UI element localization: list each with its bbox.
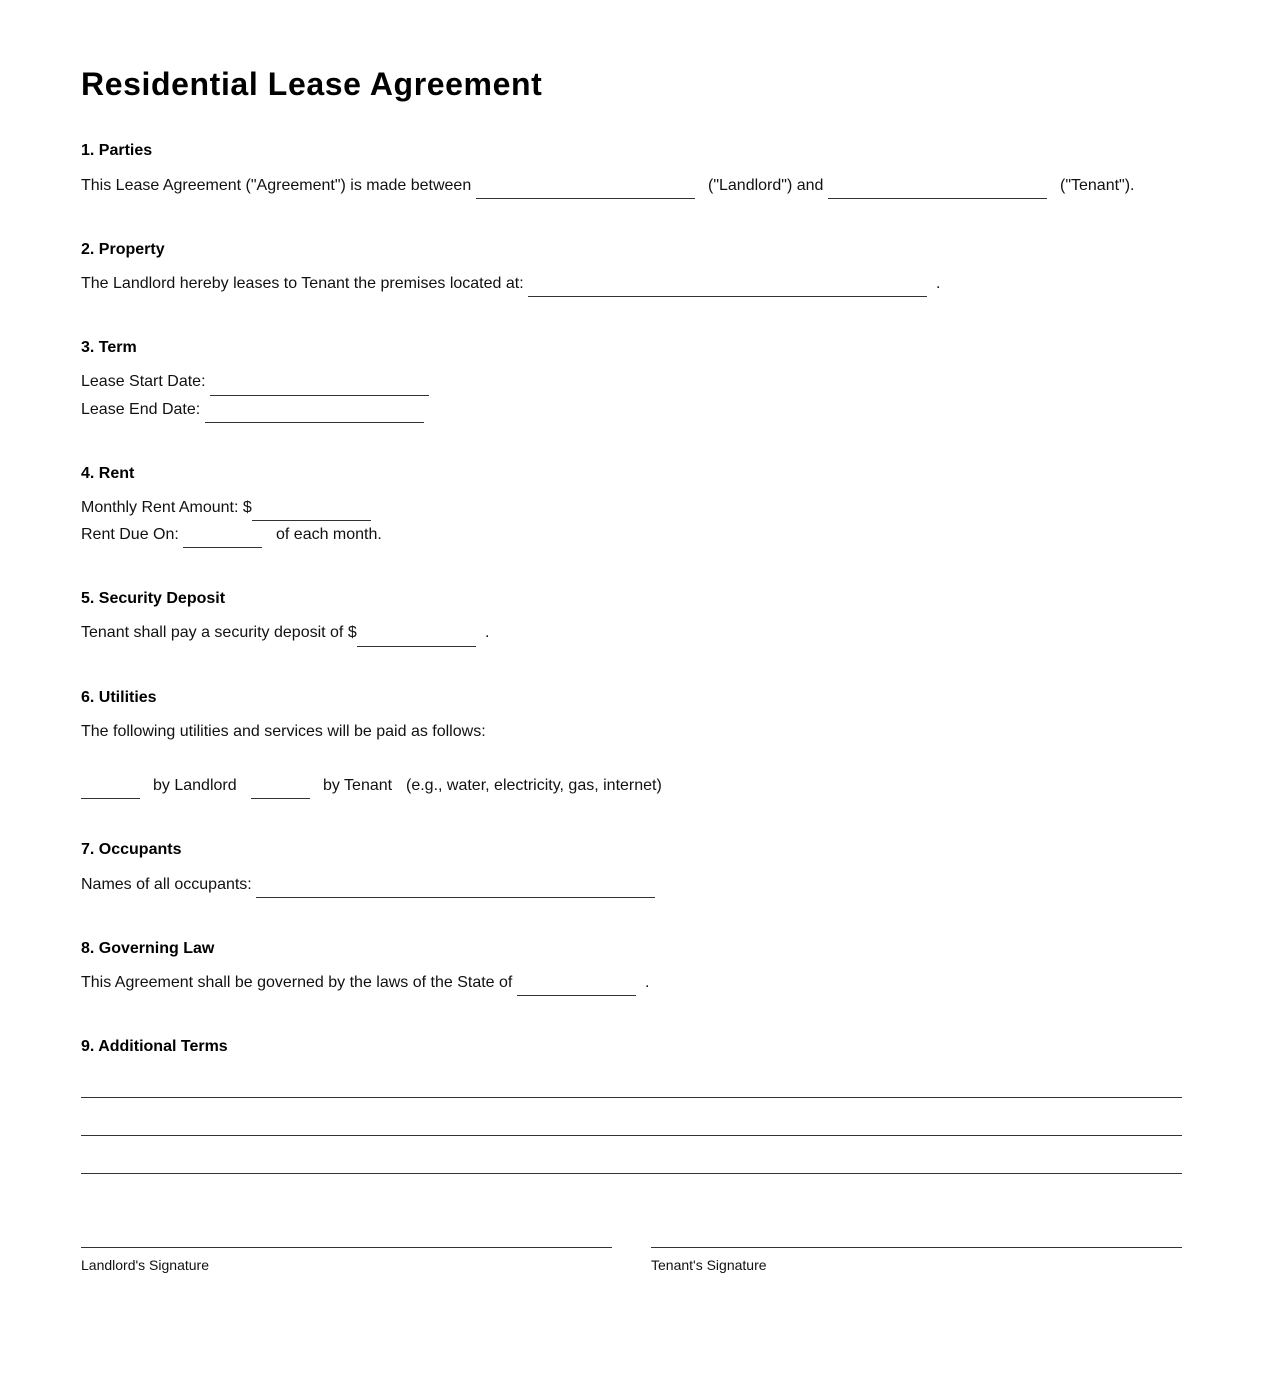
section-heading-additional-terms: 9. Additional Terms (81, 1038, 228, 1055)
utilities-intro-text: The following utilities and services will be paid as follows: (81, 723, 486, 740)
landlord-signature-label: Landlord's Signature (81, 1257, 209, 1273)
security-deposit-text-after: . (485, 624, 490, 641)
section-heading-utilities: 6. Utilities (81, 689, 157, 706)
landlord-name-field[interactable] (476, 178, 695, 199)
tenant-signature-field[interactable] (651, 1230, 1182, 1248)
section-heading-parties: 1. Parties (81, 142, 153, 159)
rent-due-label: Rent Due On: (81, 526, 179, 543)
section-heading-occupants: 7. Occupants (81, 841, 182, 858)
utilities-tenant-field[interactable] (251, 778, 310, 799)
tenant-name-field[interactable] (828, 178, 1047, 199)
governing-law-clause (81, 973, 781, 993)
parties-text-after: ("Tenant"). (1060, 177, 1135, 194)
lease-start-date-field[interactable] (210, 375, 429, 396)
section-heading-term: 3. Term (81, 339, 137, 356)
rent-amount-row (81, 498, 581, 518)
security-deposit-amount-field[interactable] (357, 626, 476, 647)
utilities-allocation-row (81, 776, 781, 796)
additional-terms-line-2[interactable] (81, 1116, 1182, 1136)
section-heading-security-deposit: 5. Security Deposit (81, 590, 226, 607)
section-heading-rent: 4. Rent (81, 465, 135, 482)
section-heading-property: 2. Property (81, 241, 165, 258)
utilities-landlord-field[interactable] (81, 778, 140, 799)
additional-terms-line-3[interactable] (81, 1154, 1182, 1174)
lease-end-row (81, 400, 581, 420)
utilities-examples: (e.g., water, electricity, gas, internet) (406, 777, 662, 794)
parties-text-middle: ("Landlord") and (708, 177, 824, 194)
occupants-row (81, 875, 781, 895)
section-heading-governing-law: 8. Governing Law (81, 940, 215, 957)
rent-due-row (81, 525, 581, 545)
governing-law-text-before: This Agreement shall be governed by the laws of the State of (81, 974, 513, 991)
rent-due-suffix: of each month. (276, 526, 382, 543)
rent-due-day-field[interactable] (183, 527, 262, 548)
occupants-label: Names of all occupants: (81, 876, 252, 893)
rent-amount-label: Monthly Rent Amount: $ (81, 499, 252, 516)
property-text-before: The Landlord hereby leases to Tenant the premises located at: (81, 275, 524, 292)
lease-start-row (81, 372, 581, 392)
parties-text-before: This Lease Agreement ("Agreement") is made between (81, 177, 472, 194)
lease-end-label: Lease End Date: (81, 401, 201, 418)
property-clause (81, 274, 1182, 294)
lease-start-label: Lease Start Date: (81, 373, 206, 390)
by-tenant-label: by Tenant (323, 777, 393, 794)
security-deposit-clause (81, 623, 681, 643)
landlord-signature-field[interactable] (81, 1230, 612, 1248)
governing-law-text-after: . (645, 974, 650, 991)
security-deposit-text-before: Tenant shall pay a security deposit of $ (81, 624, 357, 641)
lease-end-date-field[interactable] (205, 402, 424, 423)
document-title: Residential Lease Agreement (81, 66, 543, 102)
tenant-signature-label: Tenant's Signature (651, 1257, 767, 1273)
property-address-field[interactable] (528, 276, 927, 297)
occupants-names-field[interactable] (256, 877, 655, 898)
utilities-intro (81, 722, 781, 742)
additional-terms-line-1[interactable] (81, 1078, 1182, 1098)
by-landlord-label: by Landlord (153, 777, 237, 794)
parties-clause (81, 176, 1182, 196)
rent-amount-field[interactable] (252, 500, 371, 521)
property-text-after: . (936, 275, 941, 292)
governing-state-field[interactable] (517, 975, 636, 996)
